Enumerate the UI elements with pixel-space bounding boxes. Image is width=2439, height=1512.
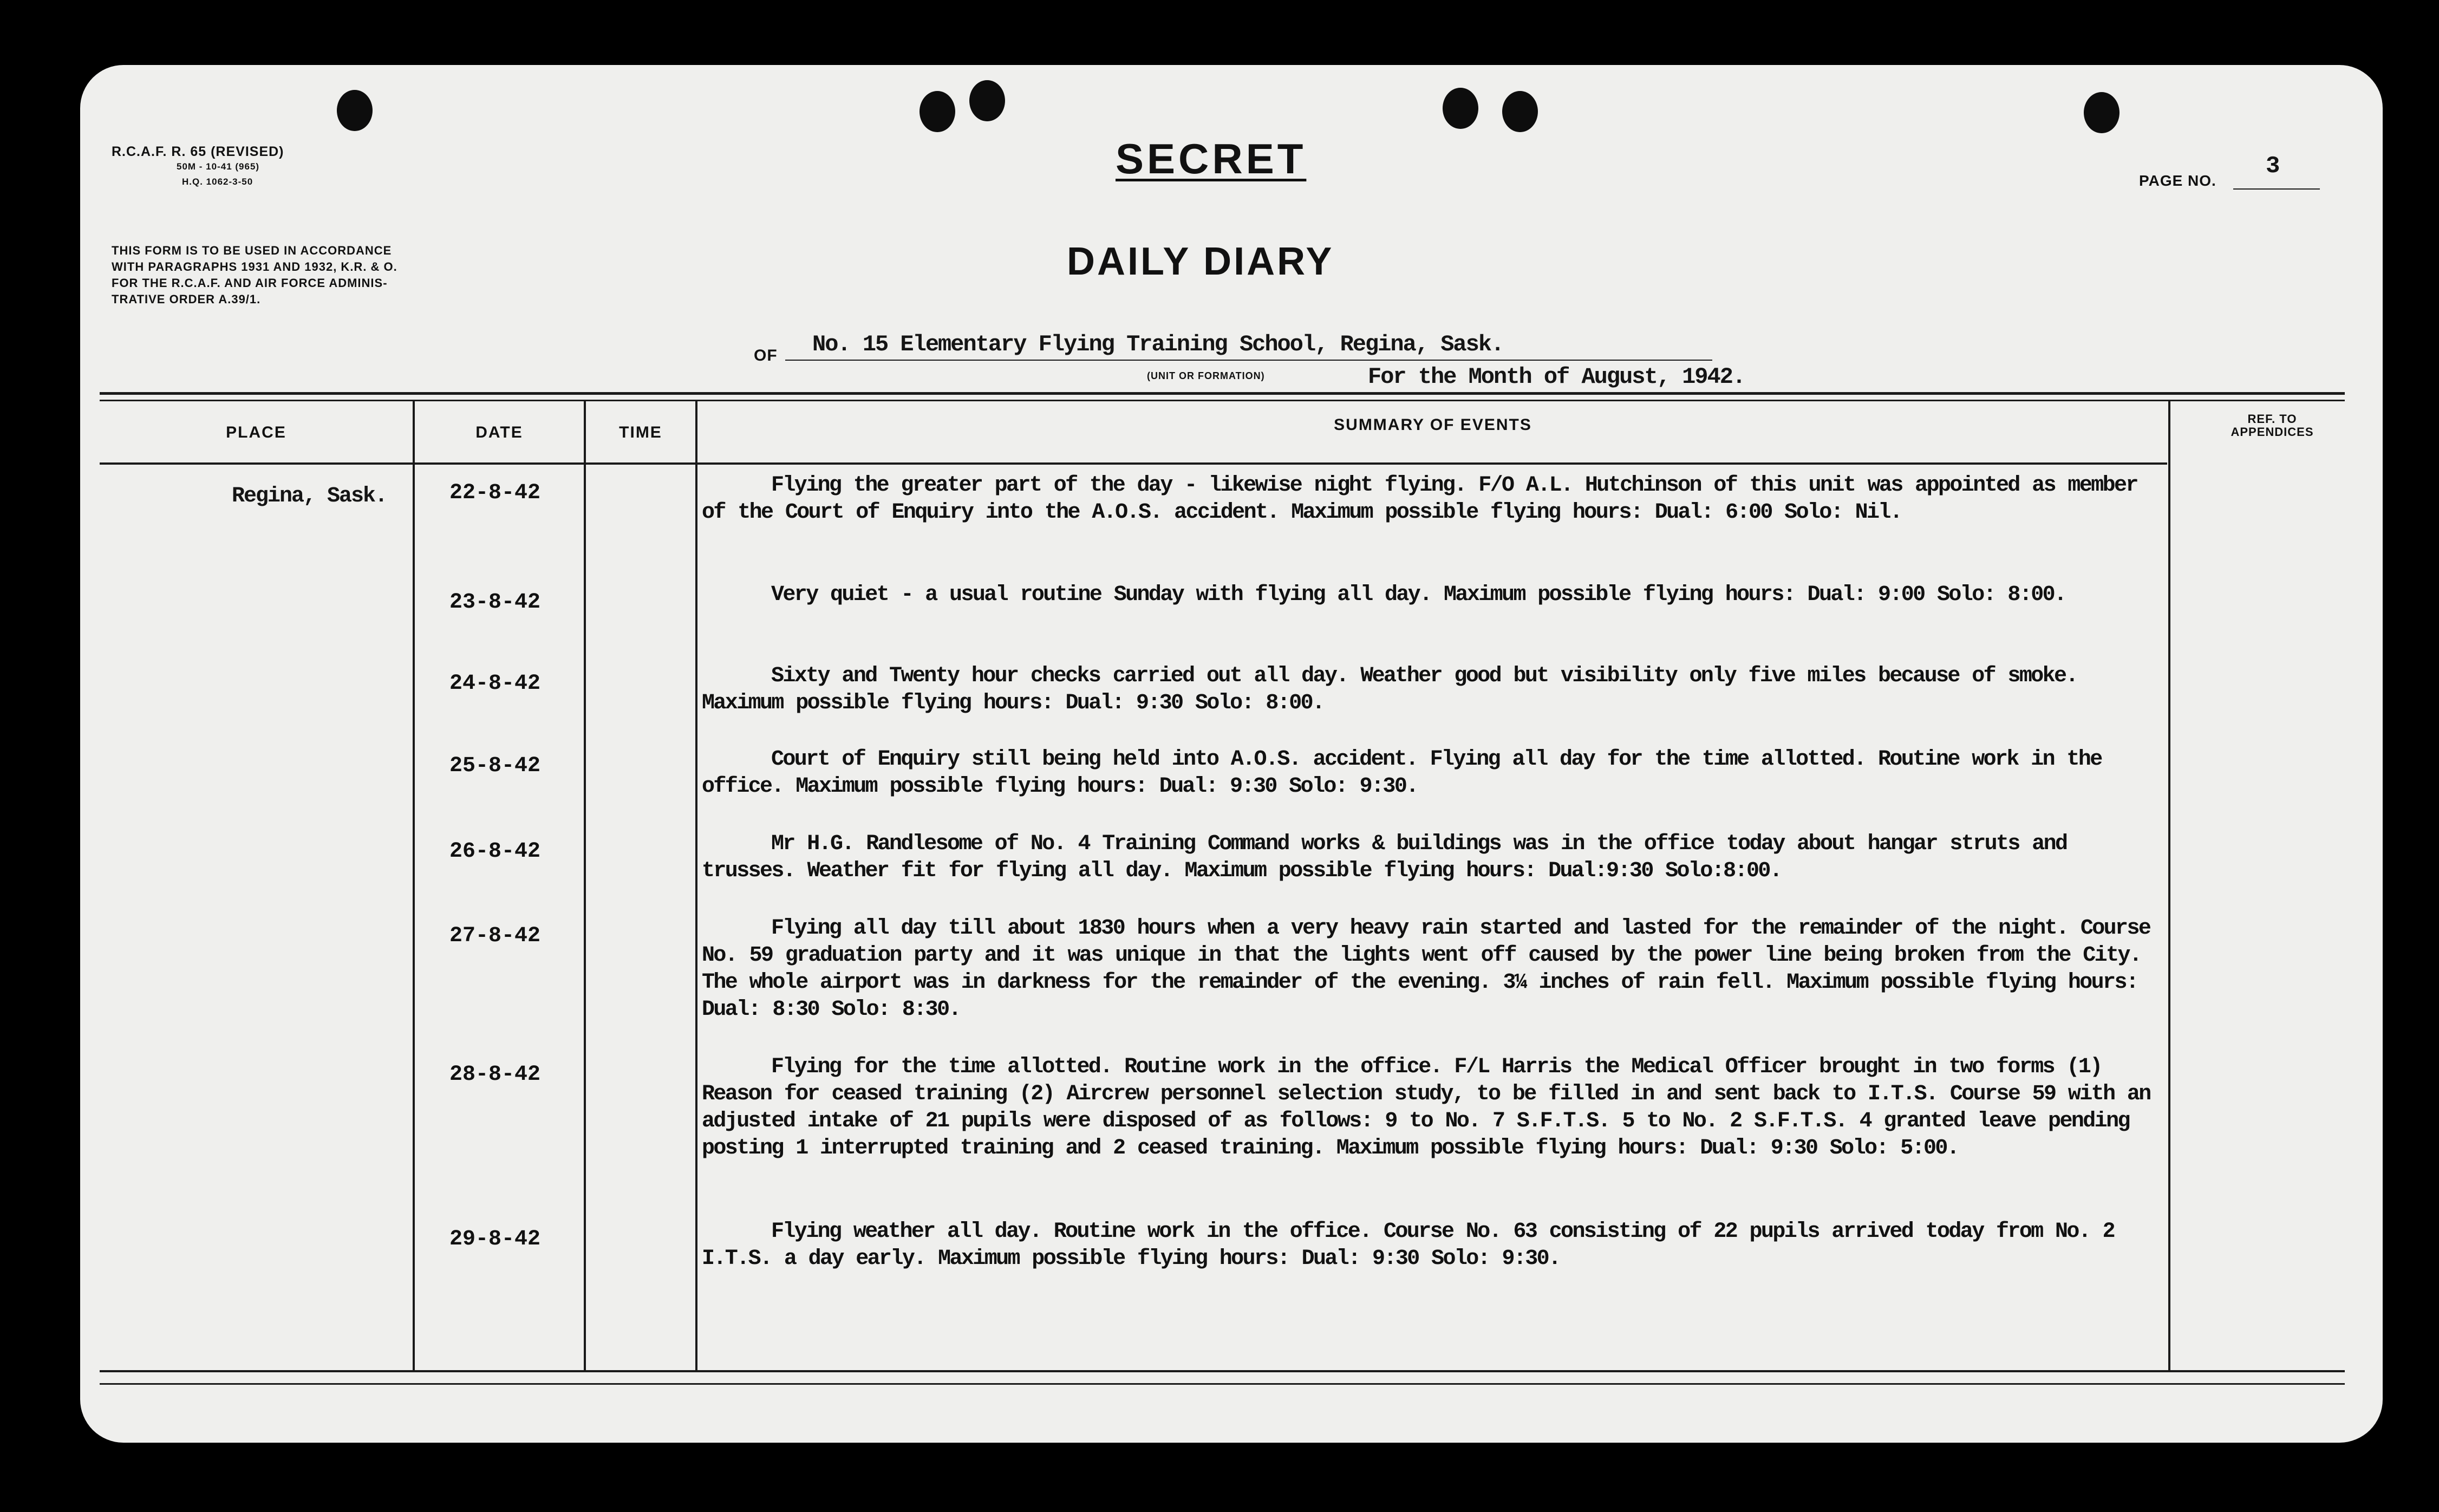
entry-date: 26-8-42 — [449, 839, 541, 864]
column-divider — [584, 401, 586, 1371]
of-label: OF — [754, 347, 778, 364]
instruction-line: TRATIVE ORDER A.39/1. — [112, 292, 261, 306]
header-ref-line: APPENDICES — [2231, 425, 2314, 439]
report-month: For the Month of August, 1942. — [1368, 364, 1745, 390]
entry-summary: Mr H.G. Randlesome of No. 4 Training Command works & buildings was in the office today about hangar struts and trusses. Weather fit for flying all day. Maximum possible flying hours: Dual:9:30 Solo:8:00. — [702, 832, 2067, 883]
instruction-line: THIS FORM IS TO BE USED IN ACCORDANCE — [112, 244, 392, 257]
header-bottom-rule — [100, 462, 2167, 465]
unit-caption: (UNIT OR FORMATION) — [1147, 370, 1265, 381]
punch-hole — [2084, 92, 2120, 133]
entry-date: 28-8-42 — [449, 1063, 541, 1087]
entry-date: 27-8-42 — [449, 924, 541, 948]
unit-name: No. 15 Elementary Flying Training School, Regina, Sask. — [812, 331, 1504, 357]
entry-summary: Flying all day till about 1830 hours when a very heavy rain started and lasted for the remainder of the night. Course No. 59 graduation party and it was unique in that the lights went off caused by the power line being broken from the City. The whole airport was in darkness for the remainder of the evening. 3¼ inches of rain fell. Maximum possible flying hours: Dual: 8:30 Solo: 8:30. — [702, 916, 2150, 1022]
header-date: DATE — [475, 423, 523, 441]
entry-date: 24-8-42 — [449, 672, 541, 696]
header-summary: SUMMARY OF EVENTS — [1334, 416, 1532, 434]
column-divider — [2168, 401, 2170, 1371]
entry-date: 22-8-42 — [449, 481, 541, 505]
table-top-rule — [100, 392, 2345, 395]
document-title: DAILY DIARY — [1067, 240, 1334, 283]
punch-hole — [337, 90, 373, 131]
instruction-line: FOR THE R.C.A.F. AND AIR FORCE ADMINIS- — [112, 276, 388, 290]
header-ref-line: REF. TO — [2247, 412, 2297, 426]
page-number-line — [2233, 188, 2320, 190]
punch-hole — [919, 91, 955, 132]
entry-summary: Flying weather all day. Routine work in the office. Course No. 63 consisting of 22 pupils arrived today from No. 2 I.T.S. a day early. Maximum possible flying hours: Dual: 9:30 Solo: 9:30. — [702, 1220, 2115, 1271]
form-instructions — [112, 243, 397, 308]
entry-summary: Court of Enquiry still being held into A.O.S. accident. Flying all day for the time allotted. Routine work in the office. Maximum possible flying hours: Dual: 9:30 Solo: 9:30. — [702, 747, 2102, 799]
column-divider — [695, 401, 697, 1371]
entry-summary: Sixty and Twenty hour checks carried out all day. Weather good but visibility only five miles because of smoke. Maximum possible flying hours: Dual: 9:30 Solo: 8:00. — [702, 664, 2077, 715]
form-number: R.C.A.F. R. 65 (REVISED) — [112, 144, 284, 159]
table-bottom-rule — [100, 1370, 2345, 1372]
entry-date: 29-8-42 — [449, 1227, 541, 1252]
instruction-line: WITH PARAGRAPHS 1931 AND 1932, K.R. & O. — [112, 260, 397, 273]
print-code: 50M - 10-41 (965) — [177, 161, 260, 172]
header-place: PLACE — [226, 423, 286, 441]
print-code: H.Q. 1062-3-50 — [182, 177, 253, 187]
place-value: Regina, Sask. — [232, 484, 387, 509]
classification-stamp: SECRET — [1116, 135, 1307, 183]
punch-hole — [1443, 88, 1478, 129]
entry-summary: Very quiet - a usual routine Sunday with flying all day. Maximum possible flying hours: Dual: 9:00 Solo: 8:00. — [771, 583, 2066, 607]
header-ref-appendices — [2170, 413, 2374, 439]
header-time: TIME — [619, 423, 662, 441]
page-label: PAGE NO. — [2139, 172, 2216, 189]
punch-hole — [969, 80, 1005, 121]
page-number: 3 — [2266, 153, 2280, 180]
table-top-rule-2 — [100, 400, 2345, 401]
table-bottom-rule-2 — [100, 1383, 2345, 1385]
entry-summary: Flying the greater part of the day - likewise night flying. F/O A.L. Hutchinson of this unit was appointed as member of the Court of Enquiry into the A.O.S. accident. Maximum possible flying hours: Dual: 6:00 Solo: Nil. — [702, 473, 2137, 525]
unit-underline — [785, 360, 1712, 361]
entry-summary: Flying for the time allotted. Routine work in the office. F/L Harris the Medical Officer brought in two forms (1) Reason for ceased training (2) Aircrew personnel selection study, to be filled in and sent back to I.T.S. Course 59 with an adjusted intake of 21 pupils were disposed of as follows: 9 to No. 7 S.F.T.S. 5 to No. 2 S.F.T.S. 4 granted leave pending posting 1 interrupted training and 2 ceased training. Maximum possible flying hours: Dual: 9:30 Solo: 5:00. — [702, 1055, 2150, 1161]
entry-date: 25-8-42 — [449, 754, 541, 778]
entry-date: 23-8-42 — [449, 590, 541, 615]
column-divider — [413, 401, 415, 1371]
punch-hole — [1502, 91, 1538, 132]
